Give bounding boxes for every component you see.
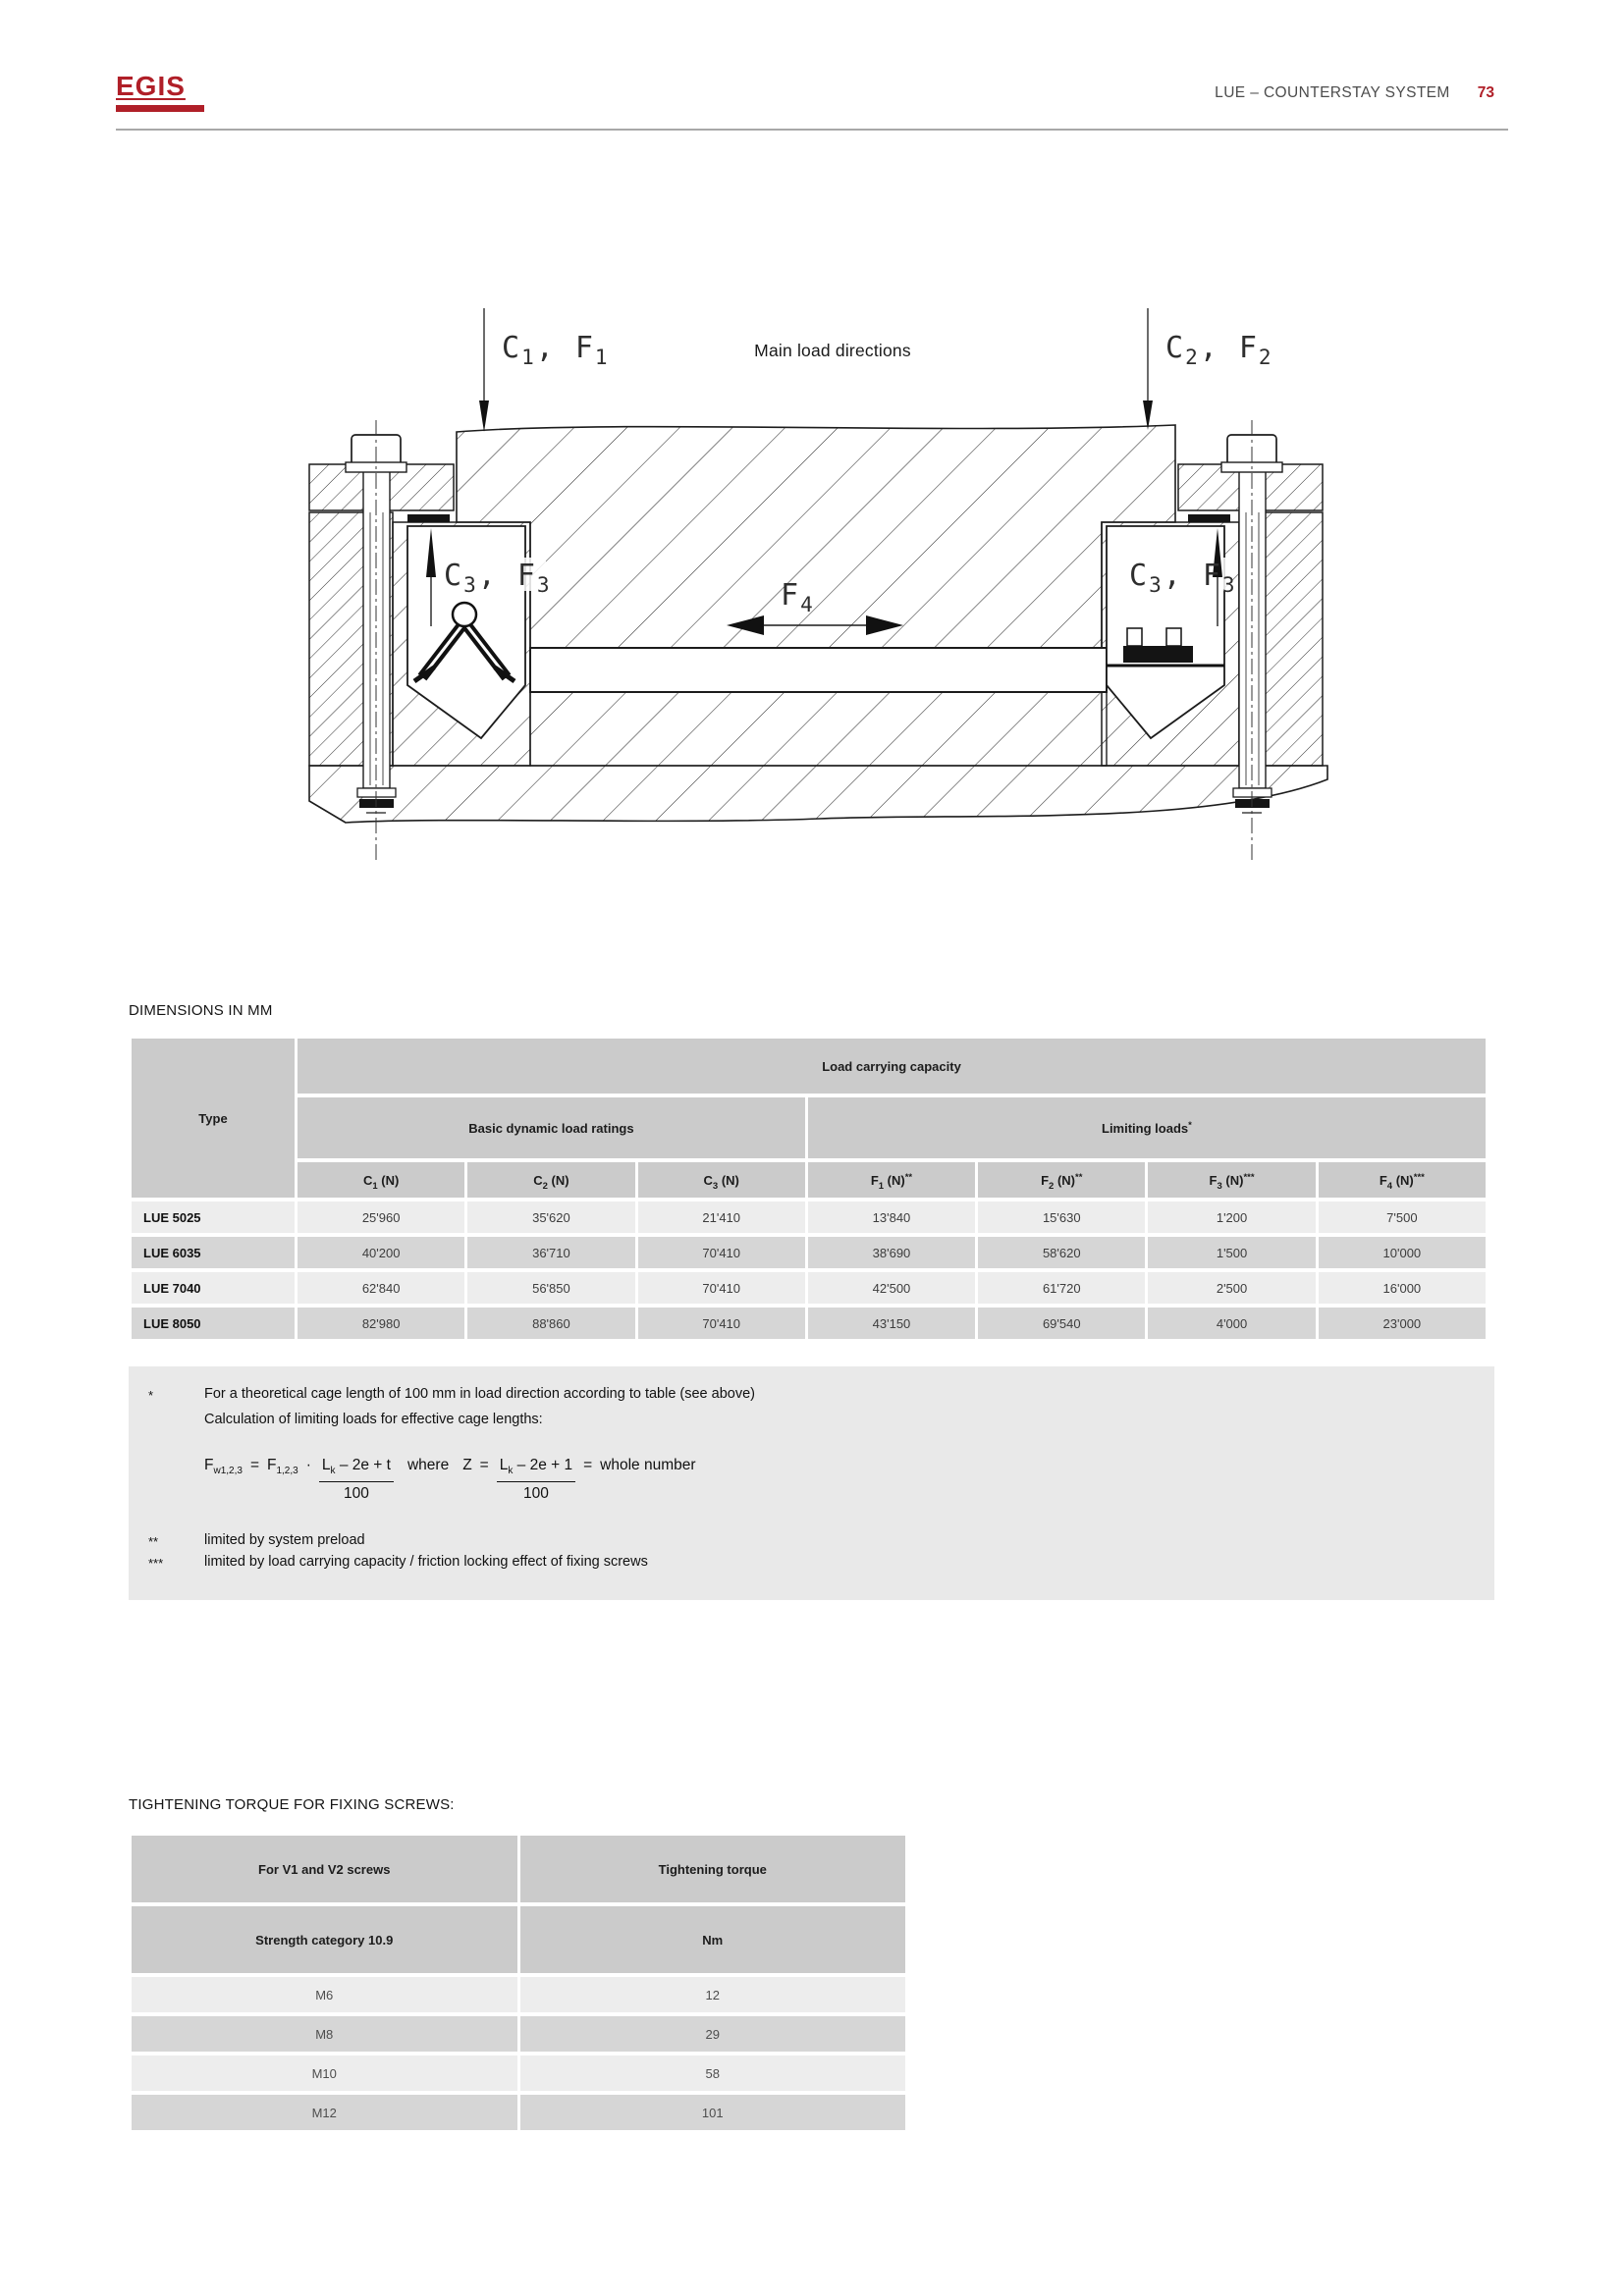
- column-header-row: [132, 1162, 1486, 1198]
- footnote-star-line1: For a theoretical cage length of 100 mm in load direction according to table (see above): [204, 1386, 755, 1402]
- col-subscript: 1: [878, 1180, 885, 1192]
- torque-value-cell: 58: [520, 2056, 906, 2091]
- col-superscript: **: [904, 1171, 913, 1183]
- screw-size-cell: M8: [132, 2016, 517, 2052]
- torque-value-cell: 12: [520, 1977, 906, 2012]
- c2-f2-label: $C_2$, $F_2$: [1165, 331, 1273, 369]
- col-subscript: 2: [1049, 1180, 1055, 1192]
- header-divider: [116, 129, 1508, 131]
- type-cell: LUE 7040: [132, 1272, 295, 1304]
- screws-header: For V1 and V2 screws: [132, 1836, 517, 1902]
- formula-eq1: =: [249, 1457, 259, 1473]
- f4-label: $F_4$: [781, 578, 815, 616]
- type-cell: LUE 5025: [132, 1201, 295, 1233]
- formula-result: whole number: [600, 1457, 696, 1473]
- value-cell: 88'860: [467, 1308, 634, 1339]
- rail-channel: [530, 648, 1107, 692]
- load-capacity-table: [129, 1035, 1489, 1343]
- c1-f1-arrow: [479, 308, 489, 432]
- footnote-doublestar-text: limited by system preload: [204, 1532, 365, 1548]
- col-superscript: ***: [1413, 1171, 1425, 1183]
- value-cell: 70'410: [638, 1308, 805, 1339]
- formula-eq2: =: [479, 1457, 489, 1473]
- value-cell: 25'960: [298, 1201, 464, 1233]
- drawing-caption: Main load directions: [754, 341, 911, 360]
- col-superscript: ***: [1243, 1171, 1255, 1183]
- value-cell: 4'000: [1148, 1308, 1315, 1339]
- screw-size-cell: M6: [132, 1977, 517, 2012]
- footnote-triplestar-text: limited by load carrying capacity / friction locking effect of fixing screws: [204, 1554, 648, 1570]
- torque-header: Tightening torque: [520, 1836, 906, 1902]
- col-subscript: 3: [1217, 1180, 1222, 1192]
- col-subscript: 4: [1386, 1180, 1393, 1192]
- screw-size-cell: M10: [132, 2056, 517, 2091]
- column-header: $F_1$ (N)**: [808, 1162, 975, 1198]
- footnote-star: [148, 1386, 1494, 1403]
- torque-row: [132, 1977, 905, 2012]
- table-header-row-2: [132, 1097, 1486, 1158]
- table-row: [132, 1237, 1486, 1268]
- right-seal-strip: [1188, 514, 1230, 522]
- egis-logo-text: EGIS: [116, 71, 186, 101]
- value-cell: 70'410: [638, 1237, 805, 1268]
- c1-f1-label: $C_1$, $F_1$: [502, 331, 610, 369]
- egis-logo: [116, 71, 206, 112]
- value-cell: 43'150: [808, 1308, 975, 1339]
- page-title: LUE – COUNTERSTAY SYSTEM: [1215, 84, 1450, 101]
- footnote-star-line2: Calculation of limiting loads for effective cage lengths:: [204, 1412, 543, 1427]
- torque-value-cell: 29: [520, 2016, 906, 2052]
- value-cell: 10'000: [1319, 1237, 1486, 1268]
- column-header: $C_2$ (N): [467, 1162, 634, 1198]
- torque-subheader-row: [132, 1906, 905, 1973]
- formula-rhs: $F_{1,2,3}$: [267, 1457, 298, 1476]
- torque-row: [132, 2016, 905, 2052]
- torque-title: TIGHTENING TORQUE FOR FIXING SCREWS:: [129, 1796, 455, 1813]
- value-cell: 69'540: [978, 1308, 1145, 1339]
- table-row: [132, 1308, 1486, 1339]
- column-header: $C_1$ (N): [298, 1162, 464, 1198]
- value-cell: 13'840: [808, 1201, 975, 1233]
- value-cell: 61'720: [978, 1272, 1145, 1304]
- doublestar-marker: **: [148, 1534, 159, 1549]
- col-subscript: 1: [372, 1180, 378, 1192]
- formula-fraction-2: $\frac{L_k - 2e + 1}{100}$: [497, 1455, 575, 1503]
- page-number: 73: [1477, 84, 1494, 101]
- c3-f3-label-left: $C_3$, $F_3$: [444, 559, 552, 597]
- value-cell: 1'500: [1148, 1237, 1315, 1268]
- value-cell: 40'200: [298, 1237, 464, 1268]
- torque-header-row: [132, 1836, 905, 1902]
- left-seal-strip: [407, 514, 450, 522]
- table-header-row-1: [132, 1039, 1486, 1094]
- column-header: $F_4$ (N)***: [1319, 1162, 1486, 1198]
- column-header: $C_3$ (N): [638, 1162, 805, 1198]
- screw-size-cell: M12: [132, 2095, 517, 2130]
- value-cell: 42'500: [808, 1272, 975, 1304]
- dimensions-label: DIMENSIONS IN MM: [129, 1002, 273, 1019]
- value-cell: 70'410: [638, 1272, 805, 1304]
- table-row: [132, 1201, 1486, 1233]
- type-header: Type: [132, 1039, 295, 1198]
- footnote-box: [129, 1366, 1494, 1600]
- type-cell: LUE 8050: [132, 1308, 295, 1339]
- technical-drawing: [285, 294, 1355, 874]
- value-cell: 36'710: [467, 1237, 634, 1268]
- formula-where: where: [406, 1457, 450, 1473]
- torque-table: [129, 1832, 908, 2134]
- strength-category-header: Strength category 10.9: [132, 1906, 517, 1973]
- c2-f2-arrow: [1143, 308, 1153, 430]
- bed-base: [309, 766, 1327, 823]
- value-cell: 23'000: [1319, 1308, 1486, 1339]
- torque-value-cell: 101: [520, 2095, 906, 2130]
- formula-z: Z: [462, 1457, 472, 1473]
- value-cell: 58'620: [978, 1237, 1145, 1268]
- col-subscript: 2: [542, 1180, 548, 1192]
- load-capacity-header: Load carrying capacity: [298, 1039, 1486, 1094]
- value-cell: 82'980: [298, 1308, 464, 1339]
- formula-dot: ·: [305, 1457, 311, 1473]
- value-cell: 35'620: [467, 1201, 634, 1233]
- egis-logo-bar: [116, 105, 204, 112]
- col-subscript: 3: [712, 1180, 719, 1192]
- value-cell: 56'850: [467, 1272, 634, 1304]
- star-marker: *: [148, 1388, 154, 1403]
- bed-center: [530, 692, 1107, 766]
- value-cell: 15'630: [978, 1201, 1145, 1233]
- value-cell: 2'500: [1148, 1272, 1315, 1304]
- formula-eq3: =: [583, 1457, 593, 1473]
- value-cell: 62'840: [298, 1272, 464, 1304]
- formula-lhs: $F_{w1,2,3}$: [204, 1457, 243, 1476]
- footnote-doublestar: [148, 1532, 1494, 1549]
- dynamic-ratings-header: Basic dynamic load ratings: [298, 1097, 805, 1158]
- limiting-loads-header: Limiting loads*: [808, 1097, 1486, 1158]
- table-row: [132, 1272, 1486, 1304]
- unit-header: Nm: [520, 1906, 906, 1973]
- footnote-triplestar: [148, 1554, 1494, 1571]
- limiting-sup: *: [1188, 1119, 1192, 1131]
- column-header: $F_3$ (N)***: [1148, 1162, 1315, 1198]
- value-cell: 7'500: [1319, 1201, 1486, 1233]
- value-cell: 21'410: [638, 1201, 805, 1233]
- limiting-load-formula: [204, 1455, 1494, 1503]
- rail-beam: [457, 425, 1175, 648]
- c3-f3-label-right: $C_3$, $F_3$: [1129, 559, 1237, 597]
- type-cell: LUE 6035: [132, 1237, 295, 1268]
- value-cell: 38'690: [808, 1237, 975, 1268]
- formula-fraction-1: $\frac{L_k - 2e + t}{100}$: [319, 1455, 394, 1503]
- col-superscript: **: [1075, 1171, 1083, 1183]
- column-header: $F_2$ (N)**: [978, 1162, 1145, 1198]
- triplestar-marker: ***: [148, 1556, 164, 1571]
- value-cell: 1'200: [1148, 1201, 1315, 1233]
- torque-row: [132, 2056, 905, 2091]
- header-right: [1215, 84, 1494, 102]
- torque-row: [132, 2095, 905, 2130]
- value-cell: 16'000: [1319, 1272, 1486, 1304]
